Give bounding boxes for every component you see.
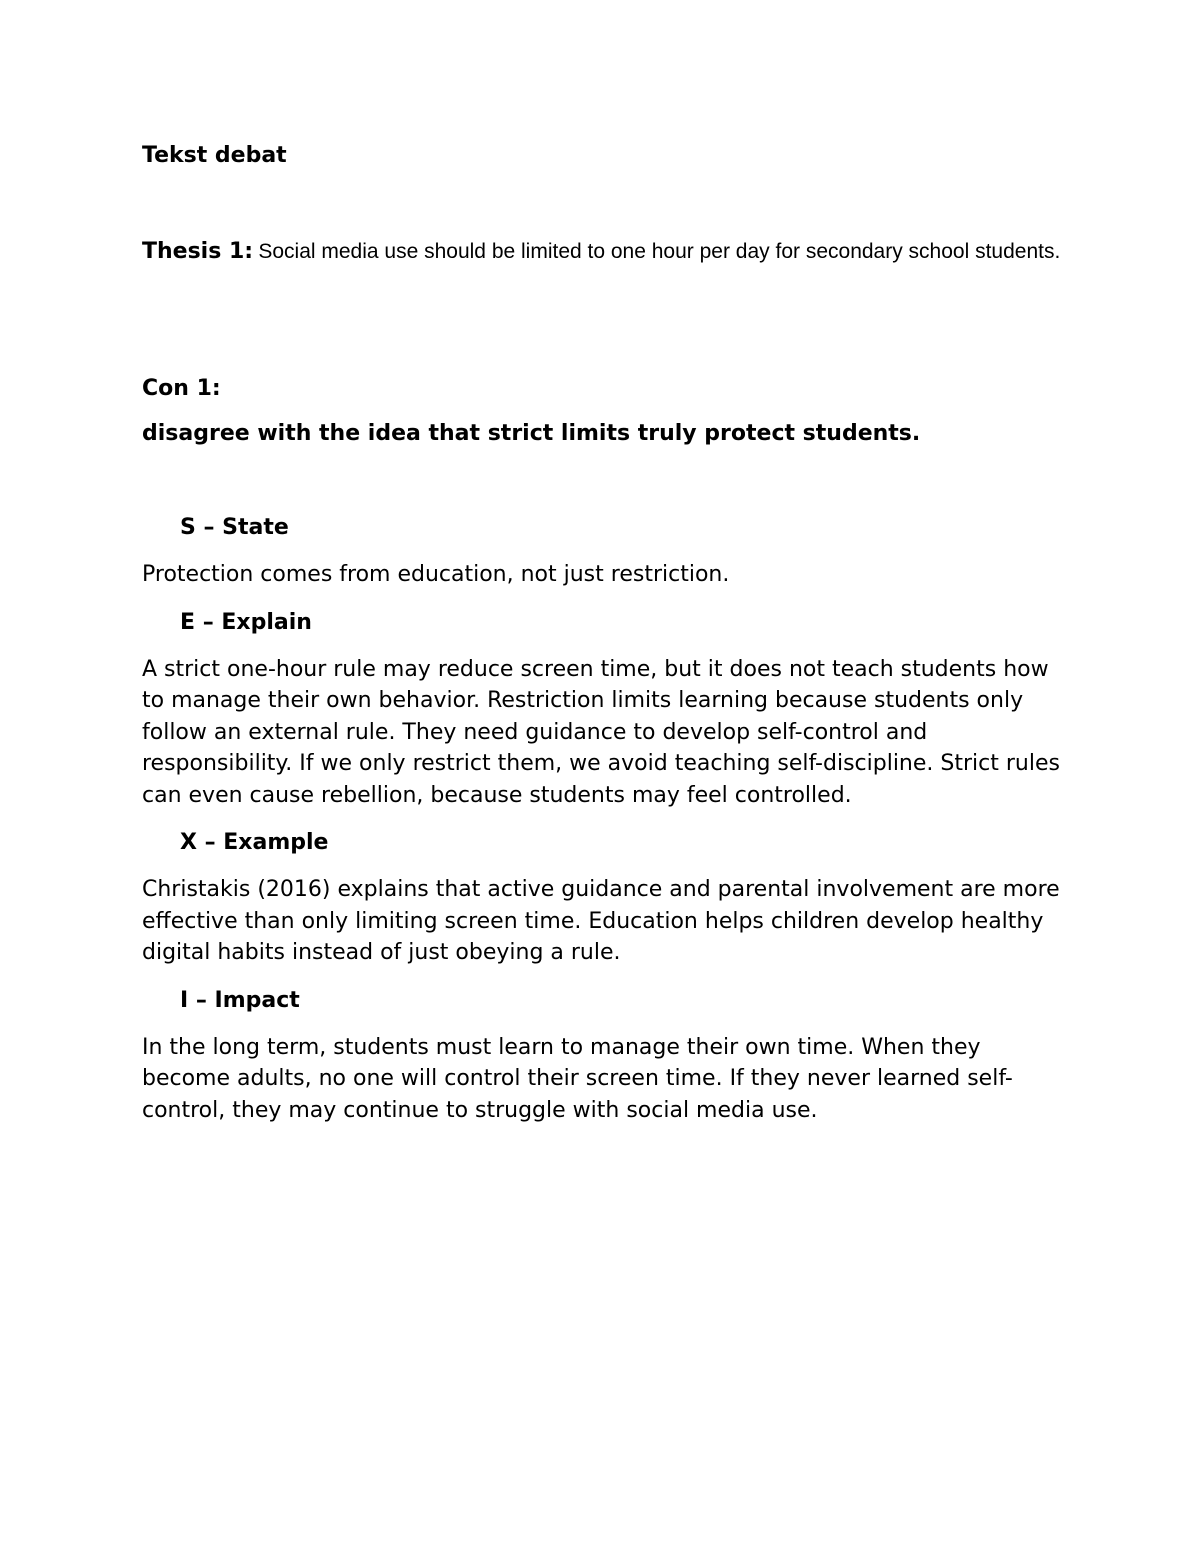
example-heading: X – Example [180,830,329,855]
example-text: Christakis (2016) explains that active guidance and parental involvement are more effective than only limiting screen time. Education helps children develop healthy digital habits instead of just obeying a rule. [142,877,1060,965]
document-title: Tekst debat [142,143,287,168]
impact-heading: I – Impact [180,987,300,1013]
impact-text: In the long term, students must learn to manage their own time. When they become adults, no one will control their screen time. If they never learned self-control, they may continue to struggle with social media use. [142,1034,1013,1123]
thesis-label: Thesis 1: [142,239,254,264]
explain-heading: E – Explain [180,609,312,635]
con-label: Con 1: [142,376,221,401]
state-text: Protection comes from education, not just restriction. [142,562,730,587]
explain-text: A strict one-hour rule may reduce screen time, but it does not teach students how to manage their own behavior. Restriction limits learning because students only follow an external rule. They need guidance to develop self-control and responsibility. If we only restrict them, we avoid teaching self-discipline. Strict rules can even cause rebellion, because students may feel controlled. [142,656,1060,808]
thesis-paragraph [142,235,1067,268]
state-heading: S – State [180,515,289,540]
document-body [142,140,1067,1126]
thesis-text: Social media use should be limited to one hour per day for secondary school students. [258,240,1061,263]
con-statement: disagree with the idea that strict limits truly protect students. [142,421,921,446]
